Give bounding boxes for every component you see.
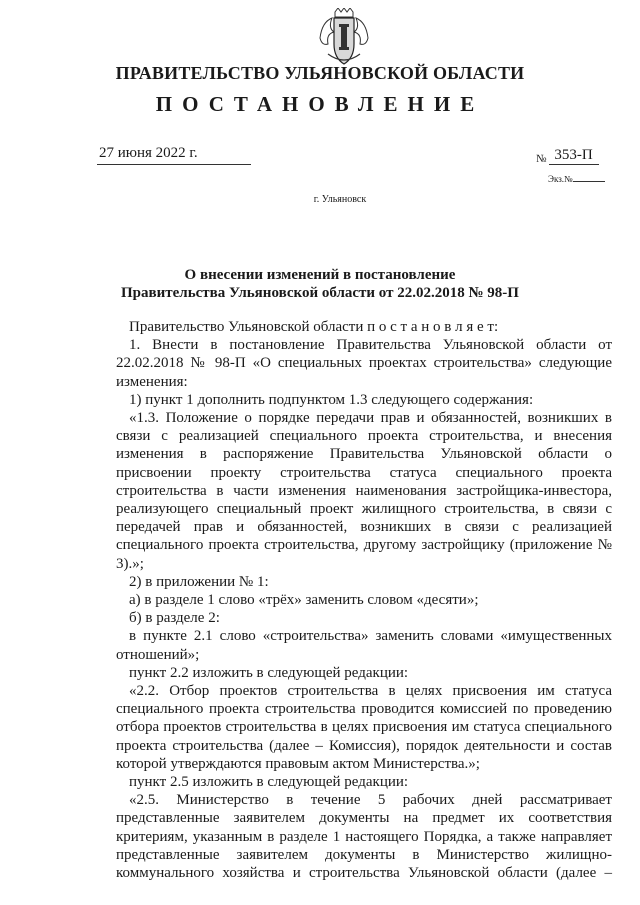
document-date: 27 июня 2022 г. bbox=[97, 145, 251, 165]
body-paragraph: «2.5. Министерство в течение 5 рабочих дней рассматривает представленные заявителем документы на предмет их соответствия критериям, указанным в разделе 1 настоящего Порядка, а также направляет представленные заявителем документы в Министерство жилищно-коммунального хозяйства и строительства Ульяновской области (далее – bbox=[116, 792, 612, 882]
body-paragraph: «2.2. Отбор проектов строительства в целях присвоения им статуса специального проекта строительства проводится комиссией по проведению отбора проектов строительства в целях присвоения им статуса специального проекта строительства (далее – Комиссия), порядок деятельности и состав которой утверждаются правовым актом Министерства.»; bbox=[116, 683, 612, 772]
body-paragraph: 2) в приложении № 1: bbox=[129, 573, 269, 590]
copy-number-blank bbox=[573, 181, 605, 182]
body-paragraph: в пункте 2.1 слово «строительства» заменить словами «имущественных отношений»; bbox=[116, 628, 612, 663]
subject-line-2: Правительства Ульяновской области от 22.02.2018 № 98-П bbox=[121, 285, 519, 301]
copy-number-label: Экз.№ bbox=[548, 174, 573, 184]
document-type-title: ПОСТАНОВЛЕНИЕ bbox=[155, 92, 485, 116]
number-label: № bbox=[536, 153, 547, 165]
body-paragraph: а) в разделе 1 слово «трёх» заменить словом «десяти»; bbox=[129, 592, 479, 609]
document-number bbox=[536, 147, 599, 165]
number-value: 353-П bbox=[549, 147, 599, 165]
body-paragraph: пункт 2.5 изложить в следующей редакции: bbox=[129, 774, 409, 791]
body-paragraph: пункт 2.2 изложить в следующей редакции: bbox=[129, 664, 409, 681]
body-paragraph: 1. Внести в постановление Правительства Ульяновской области от 22.02.2018 № 98-П «О специальных проектах строительства» следующие изменения: bbox=[116, 337, 612, 390]
body-paragraph: 1) пункт 1 дополнить подпунктом 1.3 следующего содержания: bbox=[129, 391, 534, 408]
document-subject bbox=[100, 266, 540, 302]
organization-title: ПРАВИТЕЛЬСТВО УЛЬЯНОВСКОЙ ОБЛАСТИ bbox=[115, 63, 525, 83]
body-paragraph: «1.3. Положение о порядке передачи прав и обязанностей, возникших в связи с реализацией специального проекта строительства, и внесения изменения в распоряжение Правительства Ульяновской области о присвоении проекту строительства статуса специального проекта строительства в части изменения наименования застройщика-инвестора, реализующего специальный проект жилищного строительства, в связи с передачей прав и обязанностей, возникших в связи с реализацией специального проекта строительства, другому застройщику (приложение № 3).»; bbox=[116, 410, 612, 572]
city-label: г. Ульяновск bbox=[313, 194, 367, 205]
body-paragraph: б) в разделе 2: bbox=[129, 610, 220, 627]
copy-number bbox=[548, 174, 605, 184]
body-paragraph: Правительство Ульяновской области п о с т а н о в л я е т: bbox=[129, 319, 499, 335]
ulyanovsk-coat-of-arms-icon bbox=[318, 8, 370, 66]
subject-line-1: О внесении изменений в постановление bbox=[184, 267, 456, 283]
document-body bbox=[116, 318, 612, 882]
